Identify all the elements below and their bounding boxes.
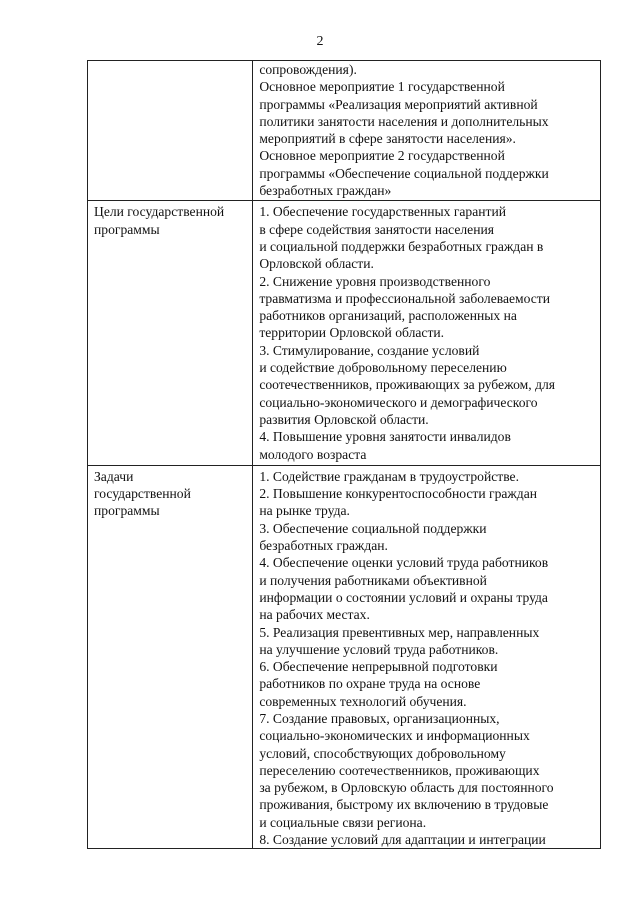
content-line: программы «Реализация мероприятий активной	[259, 96, 538, 112]
content-line: современных технологий обучения.	[259, 693, 467, 709]
content-line: на рабочих местах.	[259, 607, 370, 623]
content-line: 6. Обеспечение непрерывной подготовки	[259, 659, 498, 675]
content-line: 2. Повышение конкурентоспособности граждан	[259, 486, 538, 502]
content-line: Орловской области.	[259, 256, 374, 272]
label-line: Задачи	[94, 468, 134, 484]
content-line: 5. Реализация превентивных мер, направленных	[259, 624, 540, 640]
content-line: 2. Снижение уровня производственного	[259, 273, 491, 289]
content-line: территории Орловской области.	[259, 325, 445, 341]
content-line: на улучшение условий труда работников.	[259, 641, 499, 657]
content-line: и социальные связи региона.	[259, 814, 427, 830]
content-line: переселению соотечественников, проживающих	[259, 762, 540, 778]
content-line: безработных граждан.	[259, 538, 388, 554]
content-line: информации о состоянии условий и охраны труда	[259, 589, 548, 605]
content-line: Основное мероприятие 2 государственной	[259, 148, 505, 164]
row-content-cell	[253, 465, 601, 849]
content-line: работников организаций, расположенных на	[259, 308, 517, 324]
content-line: травматизма и профессиональной заболеваемости	[259, 290, 551, 306]
content-line: 1. Обеспечение государственных гарантий	[259, 204, 507, 220]
content-line: на рынке труда.	[259, 503, 350, 519]
content-line: 7. Создание правовых, организационных,	[259, 710, 500, 726]
row-content-cell	[253, 201, 601, 465]
content-line: программы «Обеспечение социальной поддержки	[259, 165, 549, 181]
content-line: условий, способствующих добровольному	[259, 745, 506, 761]
content-line: проживания, быстрому их включению в трудовые	[259, 797, 549, 813]
content-line: политики занятости населения и дополнительных	[259, 113, 549, 129]
content-line: социально-экономических и информационных	[259, 728, 530, 744]
content-line: Основное мероприятие 1 государственной	[259, 79, 505, 95]
content-line: безработных граждан»	[259, 183, 392, 199]
content-line: молодого возраста	[259, 446, 367, 462]
row-label-cell	[88, 201, 253, 465]
table-row-goals	[88, 201, 601, 465]
content-line: 3. Обеспечение социальной поддержки	[259, 520, 487, 536]
label-line: государственной	[94, 486, 191, 502]
content-line: социально-экономического и демографического	[259, 394, 538, 410]
content-line: и содействие добровольному переселению	[259, 360, 507, 376]
content-line: мероприятий в сфере занятости населения».	[259, 131, 516, 147]
table-row-continuation	[88, 61, 601, 201]
content-line: 1. Содействие гражданам в трудоустройстве.	[259, 468, 519, 484]
table-row-tasks	[88, 465, 601, 849]
content-line: за рубежом, в Орловскую область для постоянного	[259, 780, 554, 796]
label-line: программы	[94, 503, 160, 519]
content-line: 4. Обеспечение оценки условий труда работников	[259, 555, 549, 571]
label-line: Цели государственной	[94, 204, 225, 220]
row-content-cell	[253, 61, 601, 201]
content-line: 3. Стимулирование, создание условий	[259, 342, 480, 358]
row-label-cell	[88, 465, 253, 849]
content-line: и получения работниками объективной	[259, 572, 487, 588]
page-number: 2	[316, 34, 324, 49]
label-line: программы	[94, 221, 160, 237]
content-line: соотечественников, проживающих за рубежом, для	[259, 377, 556, 393]
content-line: в сфере содействия занятости населения	[259, 221, 495, 237]
content-line: 4. Повышение уровня занятости инвалидов	[259, 429, 511, 445]
content-line: и социальной поддержки безработных граждан в	[259, 238, 544, 254]
program-passport-table	[87, 60, 601, 849]
content-line: сопровождения).	[259, 62, 357, 77]
content-line: развития Орловской области.	[259, 411, 429, 427]
content-line: 8. Создание условий для адаптации и интеграции	[259, 832, 546, 848]
content-line: работников по охране труда на основе	[259, 676, 481, 692]
row-label-cell	[88, 61, 253, 201]
